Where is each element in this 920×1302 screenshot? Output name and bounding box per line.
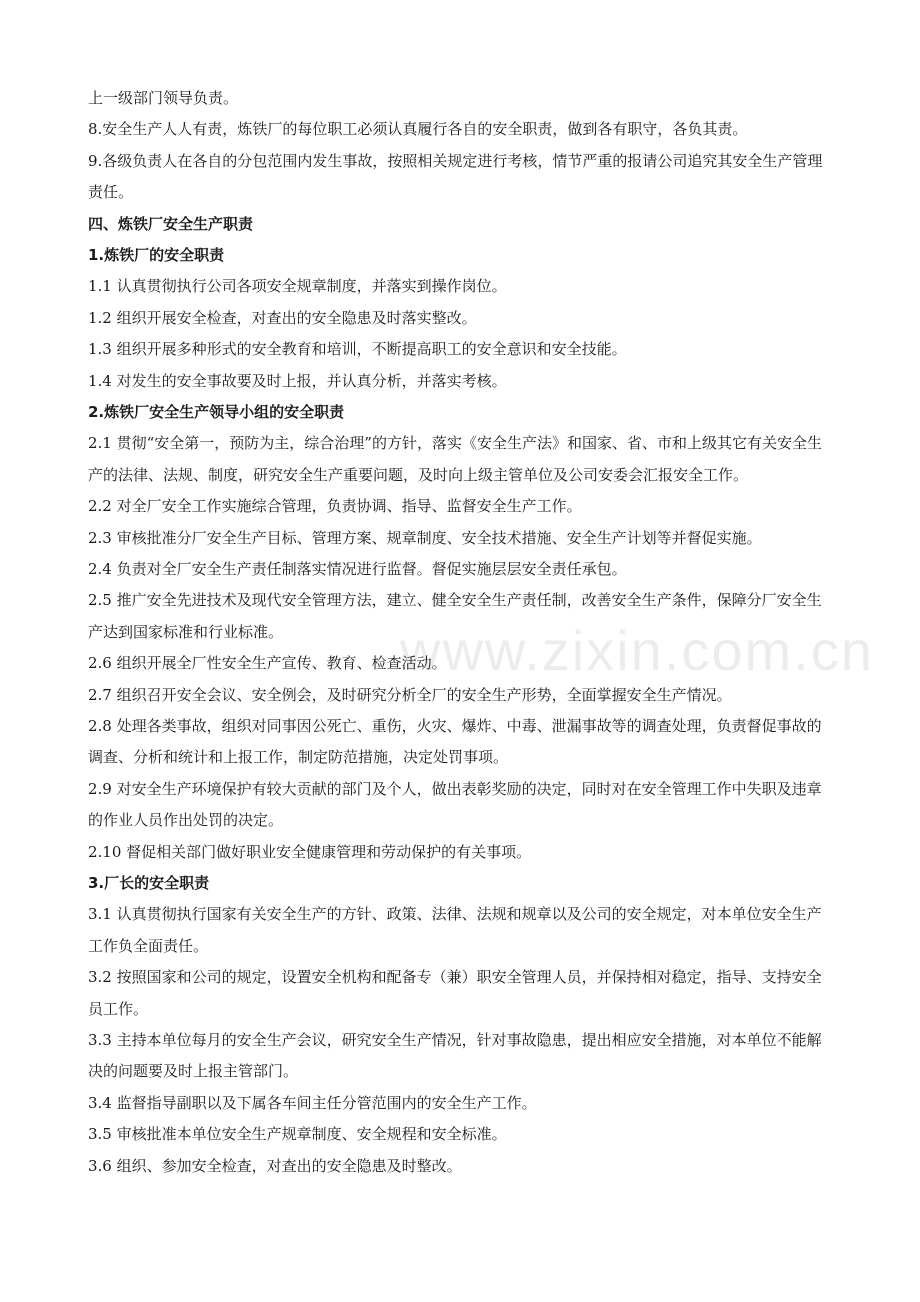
text-line: 1.2 组织开展安全检查，对查出的安全隐患及时落实整改。 xyxy=(88,308,477,327)
text-line: 2.10 督促相关部门做好职业安全健康管理和劳动保护的有关事项。 xyxy=(88,842,532,861)
text-paragraph: 3.1 认真贯彻执行国家有关安全生产的方针、政策、法律、法规和规章以及公司的安全规定，对本单位安全生产工作负全面责任。 xyxy=(88,905,822,955)
text-line: 上一级部门领导负责。 xyxy=(88,89,239,107)
text-paragraph: 3.2 按照国家和公司的规定，设置安全机构和配备专（兼）职安全管理人员，并保持相对稳定，指导、支持安全员工作。 xyxy=(88,968,822,1018)
text-line: 2.6 组织开展全厂性安全生产宣传、教育、检查活动。 xyxy=(88,654,447,673)
text-paragraph: 2.1 贯彻“安全第一，预防为主，综合治理”的方针，落实《安全生产法》和国家、省、市和上级其它有关安全生产的法律、法规、制度，研究安全生产重要问题，及时向上级主管单位及公司安委会汇报安全工作。 xyxy=(88,434,822,484)
text-line: 1.3 组织开展多种形式的安全教育和培训，不断提高职工的安全意识和安全技能。 xyxy=(88,340,627,359)
text-line: 8.安全生产人人有责，炼铁厂的每位职工必须认真履行各自的安全职责，做到各有职守，各负其责。 xyxy=(88,120,748,139)
text-line: 3.4 监督指导副职以及下属各车间主任分管范围内的安全生产工作。 xyxy=(88,1093,537,1112)
text-line: 2.2 对全厂安全工作实施综合管理，负责协调、指导、监督安全生产工作。 xyxy=(88,497,582,516)
text-paragraph: 2.8 处理各类事故，组织对同事因公死亡、重伤，火灾、爆炸、中毒、泄漏事故等的调查处理，负责督促事故的调查、分析和统计和上报工作，制定防范措施，决定处罚事项。 xyxy=(88,716,822,767)
text-line: 2.7 组织召开安全会议、安全例会，及时研究分析全厂的安全生产形势，全面掌握安全生产情况。 xyxy=(88,685,732,704)
text-line: 3.6 组织、参加安全检查，对查出的安全隐患及时整改。 xyxy=(88,1156,462,1175)
text-paragraph: 3.3 主持本单位每月的安全生产会议，研究安全生产情况，针对事故隐患，提出相应安全措施，对本单位不能解决的问题要及时上报主管部门。 xyxy=(88,1030,822,1081)
text-line: 2.4 负责对全厂安全生产责任制落实情况进行监督。督促实施层层安全责任承包。 xyxy=(88,559,627,578)
document-body xyxy=(88,83,836,1182)
text-line: 1.1 认真贯彻执行公司各项安全规章制度，并落实到操作岗位。 xyxy=(88,277,507,296)
watermark: www.zixin.com.cn xyxy=(400,619,874,682)
text-line: 1.4 对发生的安全事故要及时上报，并认真分析，并落实考核。 xyxy=(88,371,507,390)
subsection-heading: 2.炼铁厂安全生产领导小组的安全职责 xyxy=(88,402,345,421)
text-line: 3.5 审核批准本单位安全生产规章制度、安全规程和安全标准。 xyxy=(88,1125,507,1144)
text-line: 2.3 审核批准分厂安全生产目标、管理方案、规章制度、安全技术措施、安全生产计划等并督促实施。 xyxy=(88,528,762,547)
subsection-heading: 1.炼铁厂的安全职责 xyxy=(88,245,225,264)
section-heading: 四、炼铁厂安全生产职责 xyxy=(88,214,254,233)
text-paragraph: 2.9 对安全生产环境保护有较大贡献的部门及个人，做出表彰奖励的决定，同时对在安全管理工作中失职及违章的作业人员作出处罚的决定。 xyxy=(88,779,822,830)
text-paragraph: 2.5 推广安全先进技术及现代安全管理方法，建立、健全安全生产责任制，改善安全生产条件，保障分厂安全生产达到国家标准和行业标准。 xyxy=(88,591,822,641)
subsection-heading: 3.厂长的安全职责 xyxy=(88,873,210,892)
text-paragraph: 9.各级负责人在各自的分包范围内发生事故，按照相关规定进行考核，情节严重的报请公司追究其安全生产管理责任。 xyxy=(88,151,823,202)
